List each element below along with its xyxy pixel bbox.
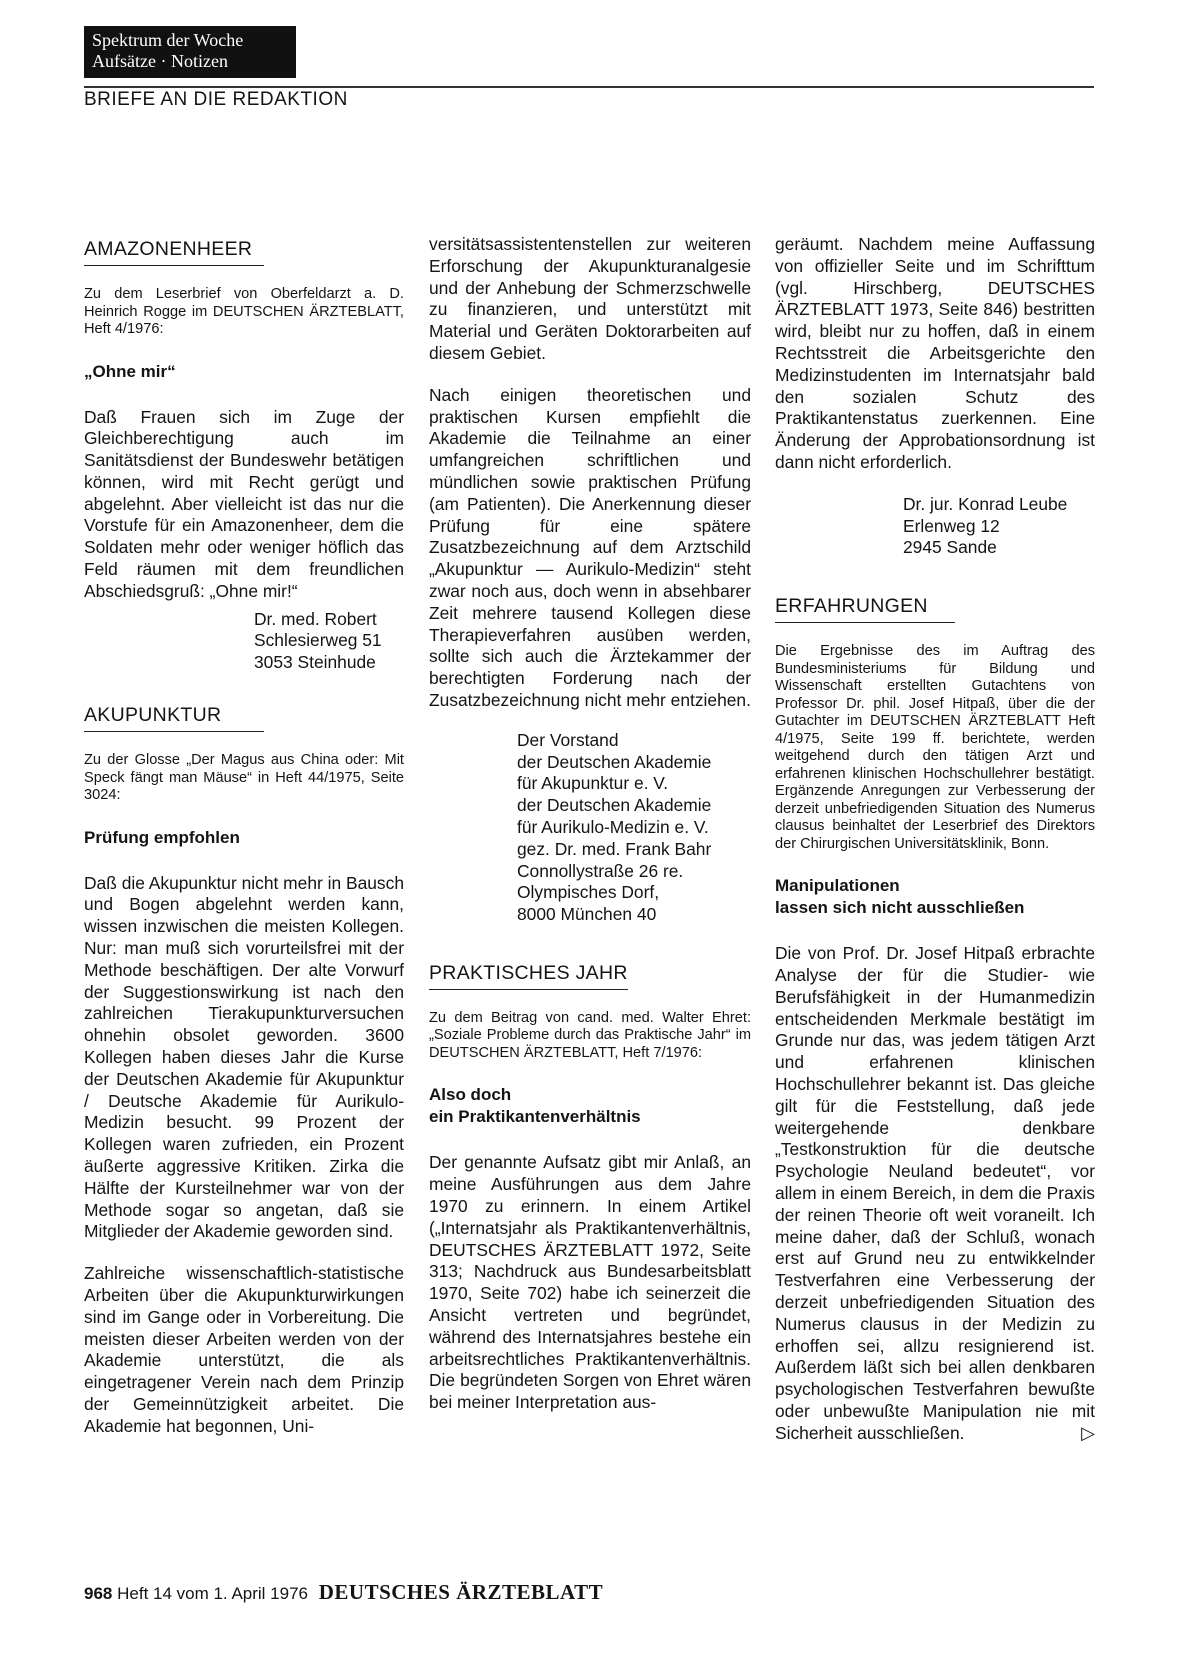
title-line: ein Praktikantenverhältnis bbox=[429, 1107, 641, 1127]
intro-erfahrungen: Die Ergebnisse des im Auftrag des Bundesministeriums für Bildung und Wissenschaft erstellten Gutachtens von Professor Dr. phil. Josef Hitpaß, über die der Gutachter im DEUTSCHEN ÄRZTEBLATT Heft 4/1975, Seite 199 ff. berichtete, werden weitgehend durch den tätigen Arzt und erfahrenen klinischen Hochschullehrer bestätigt. Ergänzende Anregungen zur Verbesserung der derzeit unbefriedigenden Situation des Numerus clausus beinhaltet der Leserbrief des Direktors der Chirurgischen Universitätsklinik, Bonn. bbox=[775, 643, 1095, 852]
letter-body-pruefung bbox=[84, 873, 404, 1438]
header-divider bbox=[84, 86, 1094, 88]
letter-body-continued bbox=[775, 234, 1095, 474]
signature-line: der Deutschen Akademie bbox=[517, 795, 712, 816]
letter-body-praktikantenverhaeltnis bbox=[429, 1152, 751, 1414]
signature-line: Olympisches Dorf, bbox=[517, 882, 660, 903]
signature-line: 2945 Sande bbox=[903, 537, 997, 558]
heading-erfahrungen: ERFAHRUNGEN bbox=[775, 595, 955, 623]
signature-line: Dr. med. Robert bbox=[254, 608, 377, 629]
letter-body-manipulationen bbox=[775, 943, 1095, 1444]
heading-akupunktur: AKUPUNKTUR bbox=[84, 704, 264, 732]
signature-line: Der Vorstand bbox=[517, 729, 619, 750]
signature-block bbox=[517, 730, 751, 926]
signature-line: der Deutschen Akademie bbox=[517, 751, 712, 772]
section-banner bbox=[84, 26, 296, 78]
signature-line: für Aurikulo-Medizin e. V. bbox=[517, 816, 709, 837]
signature-line: Schlesierweg 51 bbox=[254, 630, 382, 651]
letter-body-continued bbox=[429, 234, 751, 712]
banner-line-2: Aufsätze · Notizen bbox=[92, 51, 228, 71]
journal-name: DEUTSCHES ÄRZTEBLATT bbox=[318, 1580, 604, 1604]
banner-line-1: Spektrum der Woche bbox=[92, 30, 244, 50]
signature-line: für Akupunktur e. V. bbox=[517, 773, 669, 794]
page-number: 968 bbox=[84, 1584, 113, 1603]
paragraph: geräumt. Nachdem meine Auffassung von offizieller Seite und im Schrifttum (vgl. Hirschberg, DEUTSCHES ÄRZTEBLATT 1973, Seite 846) bestritten wird, bleibt nur zu hoffen, daß in einem Rechtsstreit die Arbeitsgerichte den Medizinstudenten im Internatsjahr bald den sozialen Schutz des Praktikantenstatus zuerkennen. Eine Änderung der Approbationsordnung ist dann nicht erforderlich. bbox=[775, 234, 1095, 472]
continue-arrow-icon: ▷ bbox=[1081, 1422, 1095, 1443]
signature-block bbox=[903, 494, 1095, 559]
signature-line: Dr. jur. Konrad Leube bbox=[903, 493, 1068, 514]
title-line: Manipulationen bbox=[775, 876, 900, 896]
signature-line: gez. Dr. med. Frank Bahr bbox=[517, 838, 712, 859]
paragraph bbox=[775, 943, 1095, 1444]
paragraph: versitätsassistentenstellen zur weiteren Erforschung der Akupunkturanalgesie und der Anhebung der Schmerzschwelle zu finanzieren, und unterstützt mit Material und Geräten Doktorarbeiten auf diesem Gebiet. bbox=[429, 234, 751, 363]
intro-amazonenheer: Zu dem Leserbrief von Oberfeldarzt a. D. Heinrich Rogge im DEUTSCHEN ÄRZTEBLATT, Heft 4/1976: bbox=[84, 286, 404, 337]
paragraph: Nach einigen theoretischen und praktischen Kursen empfiehlt die Akademie die Teilnahme an einer umfangreichen schriftlichen und mündlichen sowie praktischen Prüfung (am Patienten). Die Anerkennung dieser Prüfung für eine spätere Zusatzbezeichnung auf dem Arztschild „Akupunktur — Aurikulo-Medizin“ steht zwar noch aus, doch wenn in absehbarer Zeit mehrere tausend Kollegen diese Therapieverfahren ausüben werden, sollte sich auch die Ärztekammer der berechtigten Forderung nach der Zusatzbezeichnung nicht mehr entziehen. bbox=[429, 384, 751, 710]
paragraph: Daß die Akupunktur nicht mehr in Bausch und Bogen abgelehnt werden kann, wissen inzwischen die meisten Kollegen. Nur: man muß sich vorurteilsfrei mit der Methode beschäftigen. Der alte Vorwurf der Suggestionswirkung ist nach den zahlreichen Tierakupunkturversuchen ohnehin obsolet geworden. 3600 Kollegen haben dieses Jahr die Kurse der Deutschen Akademie für Akupunktur / Deutsche Akademie für Aurikulo-Medizin besucht. 99 Prozent der Kollegen waren zufrieden, ein Prozent äußerte aggressive Kritiken. Zirka die Hälfte der Kursteilnehmer war von der Methode sogar so angetan, daß sie Mitglieder der Akademie geworden sind. bbox=[84, 872, 404, 1242]
letter-title-pruefung: Prüfung empfohlen bbox=[84, 827, 240, 847]
paragraph: Zahlreiche wissenschaftlich-statistische Arbeiten über die Akupunkturwirkungen sind im Gange oder in Vorbereitung. Die meisten dieser Arbeiten werden von der Akademie unterstützt, die als eingetragener Verein nach dem Prinzip der Gemeinnützigkeit arbeitet. Die Akademie hat begonnen, Uni- bbox=[84, 1263, 404, 1436]
section-title: BRIEFE AN DIE REDAKTION bbox=[84, 89, 348, 110]
column-2 bbox=[429, 234, 751, 1414]
paragraph: Der genannte Aufsatz gibt mir Anlaß, an meine Ausführungen aus dem Jahre 1970 zu erinnern. In einem Artikel („Internatsjahr als Praktikantenverhältnis, DEUTSCHES ÄRZTEBLATT 1972, Seite 313; Nachdruck aus Bundesarbeitsblatt 1970, Seite 702) habe ich seinerzeit die Ansicht vertreten und begründet, während des Internatsjahres bestehe ein arbeitsrechtliches Praktikantenverhältnis. Die begründeten Sorgen von Ehret wären bei meiner Interpretation aus- bbox=[429, 1152, 751, 1413]
letter-title-praktikantenverhaeltnis bbox=[429, 1084, 751, 1128]
column-3 bbox=[775, 234, 1095, 1444]
intro-praktisches-jahr: Zu dem Beitrag von cand. med. Walter Ehret: „Soziale Probleme durch das Praktische Jahr“ im DEUTSCHEN ÄRZTEBLATT, Heft 7/1976: bbox=[429, 1009, 751, 1061]
paragraph-text: Die von Prof. Dr. Josef Hitpaß erbrachte Analyse der für die Studier- wie Berufsfähigkeit in der Humanmedizin entscheidenden Merkmale bestätigt im Grunde nur das, was jedem tätigen Arzt und erfahrenen klinischen Hochschullehrer bekannt ist. Das gleiche gilt für die Feststellung, daß jede weitergehende denkbare „Testkonstruktion für die deutsche Psychologie Neuland bedeutet“, vor allem in einem Bereich, in dem die Praxis der reinen Theorie oft weit voraneilt. Ich meine daher, daß der Schluß, wonach erst auf Grund neu zu entwikkelnder Testverfahren eine Verbesserung der derzeit unbefriedigenden Situation des Numerus clausus in der Medizin zu erhoffen sei, allzu resignierend ist. Außerdem läßt sich bei allen denkbaren psychologischen Testverfahren bewußte oder unbewußte Manipulation nie mit Sicherheit ausschließen. bbox=[775, 943, 1095, 1443]
signature-line: 8000 München 40 bbox=[517, 904, 657, 925]
column-1 bbox=[84, 238, 404, 1437]
title-line: lassen sich nicht ausschließen bbox=[775, 898, 1025, 918]
signature-line: Erlenweg 12 bbox=[903, 515, 1000, 536]
letter-body-ohne-mir bbox=[84, 407, 404, 603]
page-footer bbox=[84, 1580, 603, 1605]
issue-info: Heft 14 vom 1. April 1976 bbox=[117, 1584, 308, 1603]
signature-block bbox=[254, 609, 404, 674]
heading-praktisches-jahr: PRAKTISCHES JAHR bbox=[429, 962, 628, 990]
letter-title-ohne-mir: „Ohne mir“ bbox=[84, 361, 176, 381]
heading-amazonenheer: AMAZONENHEER bbox=[84, 238, 264, 266]
title-line: Also doch bbox=[429, 1085, 512, 1105]
signature-line: Connollystraße 26 re. bbox=[517, 860, 684, 881]
signature-line: 3053 Steinhude bbox=[254, 652, 376, 673]
intro-akupunktur: Zu der Glosse „Der Magus aus China oder: Mit Speck fängt man Mäuse“ in Heft 44/1975, Seite 3024: bbox=[84, 752, 404, 804]
paragraph: Daß Frauen sich im Zuge der Gleichberechtigung auch im Sanitätsdienst der Bundeswehr betätigen können, wird mit Recht gerügt und abgelehnt. Aber vielleicht ist das nur die Vorstufe für ein Amazonenheer, dem die Soldaten mehr oder weniger höflich das Feld räumen mit dem freundlichen Abschiedsgruß: „Ohne mir!“ bbox=[84, 406, 404, 601]
letter-title-manipulationen bbox=[775, 875, 1095, 919]
